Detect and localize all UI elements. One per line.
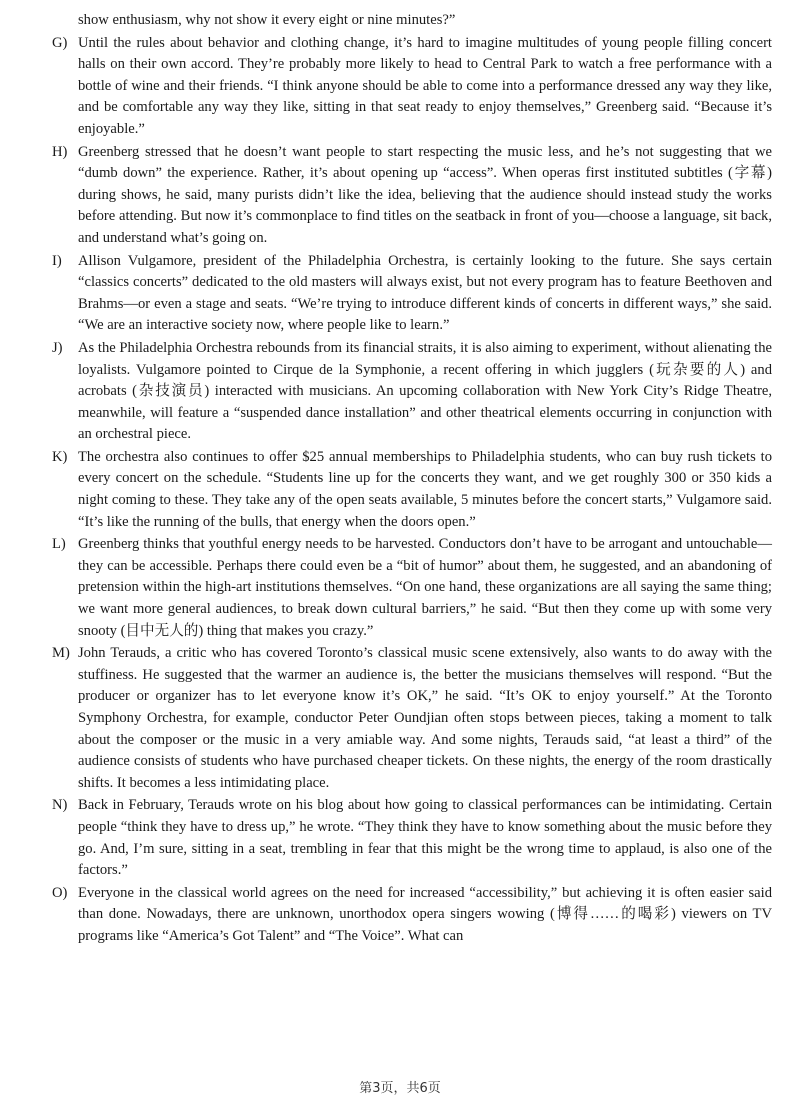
- paragraph-letter: I): [52, 252, 62, 269]
- document-page: [52, 10, 772, 949]
- paragraph-h: [52, 142, 772, 250]
- paragraph-k: [52, 447, 772, 533]
- paragraph-o: [52, 883, 772, 948]
- paragraph-m: [52, 643, 772, 794]
- paragraph-text: Allison Vulgamore, president of the Philadelphia Orchestra, is certainly looking to the future. She says certain “classics concerts” dedicated to the old masters will always exist, but not every program has to feature Beethoven and Brahms—or even a stage and seats. “We’re trying to introduce different kinds of concerts in different ways,” she said. “We are an interactive society now, where people like to learn.”: [78, 252, 772, 334]
- paragraph-letter: N): [52, 797, 68, 814]
- intro-line: show enthusiasm, why not show it every eight or nine minutes?”: [78, 12, 456, 28]
- paragraph-letter: J): [52, 339, 63, 356]
- paragraph-text: John Terauds, a critic who has covered Toronto’s classical music scene extensively, also wants to do away with the stuffiness. He suggested that the warmer an audience is, the better the musicians themselves will respond. “But the producer or organizer has to let everyone know it’s OK,” he said. “It’s OK to enjoy yourself.” At the Toronto Symphony Orchestra, for example, conductor Peter Oundjian often stops between pieces, taking a moment to talk about the composer or the music in a very amiable way. And some nights, Terauds said, “at least a third” of the audience consists of students who have purchased cheaper tickets. On these nights, the energy of the room drastically shifts. It becomes a less intimidating place.: [78, 645, 772, 791]
- page-number-footer: 第3页，共6页: [359, 1081, 441, 1096]
- paragraph-letter: G): [52, 34, 68, 51]
- paragraph-text: The orchestra also continues to offer $25 annual memberships to Philadelphia students, who can buy rush tickets to every concert on the schedule. “Students line up for the concerts they want, and we get roughly 300 or 350 kids a night coming to these. They take any of the open seats available, 5 minutes before the concert starts,” Vulgamore said. “It’s like the running of the bulls, that energy when the doors open.”: [78, 448, 772, 530]
- paragraph-g: [52, 33, 772, 141]
- paragraph-letter: M): [52, 645, 70, 662]
- paragraph-n: [52, 795, 772, 881]
- paragraph-j: [52, 338, 772, 446]
- paragraph-text: Back in February, Terauds wrote on his blog about how going to classical performances can be intimidating. Certain people “think they have to dress up,” he wrote. “They think they have to know something about the music before they go. And, I’m sure, sitting in a seat, trembling in fear that this might be the wrong time to applaud, is also one of the factors.”: [78, 797, 772, 879]
- paragraph-l: [52, 534, 772, 642]
- paragraph-text: Greenberg stressed that he doesn’t want people to start respecting the music less, and he’s not suggesting that we “dumb down” the experience. Rather, it’s about opening up “access”. When operas first instituted subtitles (字幕) during shows, he said, many purists didn’t like the idea, believing that the audience should instead study the works before attending. But now it’s commonplace to find titles on the seatback in front of you—choose a language, sit back, and understand what’s going on.: [78, 143, 772, 246]
- paragraph-letter: O): [52, 884, 68, 901]
- paragraph-letter: L): [52, 536, 66, 553]
- paragraph-text: Until the rules about behavior and clothing change, it’s hard to imagine multitudes of young people filling concert halls on their own accord. They’re probably more likely to head to Central Park to watch a free performance with a bottle of wine and their friends. “I think anyone should be able to come into a performance dressed any way they like, and be comfortable any way they like, sitting in that seat ready to enjoy themselves,” Greenberg said. “Because it’s enjoyable.”: [78, 34, 772, 137]
- paragraph-letter: K): [52, 448, 68, 465]
- paragraph-text: As the Philadelphia Orchestra rebounds from its financial straits, it is also aiming to experiment, without alienating the loyalists. Vulgamore pointed to Cirque de la Symphonie, a recent offering in which jugglers (玩杂要的人) and acrobats (杂技演员) interacted with musicians. An upcoming collaboration with New York City’s Ridge Theatre, meanwhile, will feature a “suspended dance installation” and other theatrical elements occurring in conjunction with an orchestral piece.: [78, 339, 772, 443]
- paragraph-i: [52, 251, 772, 337]
- paragraph-text: Everyone in the classical world agrees on the need for increased “accessibility,” but achieving it is often easier said than done. Nowadays, there are unknown, unorthodox opera singers wowing (博得……的喝彩) viewers on TV programs like “America’s Got Talent” and “The Voice”. What can: [78, 884, 772, 944]
- paragraph-letter: H): [52, 143, 68, 160]
- paragraph-text: Greenberg thinks that youthful energy needs to be harvested. Conductors don’t have to be arrogant and untouchable—they can be accessible. Perhaps there could even be a “bit of humor” about them, he suggested, and an abandoning of pretension within the high-art institutions themselves. “On one hand, these organizations are all saying the same thing; we want more general audiences, to break down cultural barriers,” he said. “But then they come up with some very snooty (目中无人的) thing that makes you crazy.”: [78, 536, 772, 639]
